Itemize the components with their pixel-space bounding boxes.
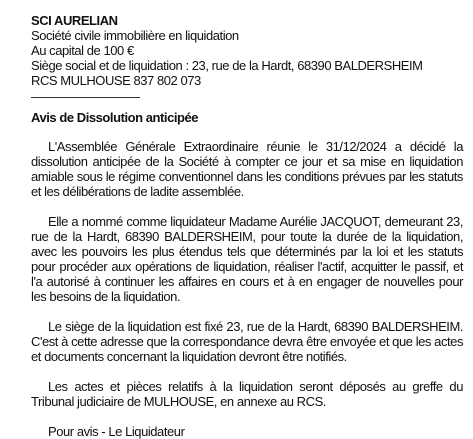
signature: Pour avis - Le Liquidateur bbox=[48, 424, 185, 439]
paragraph-filing: Les actes et pièces relatifs à la liquidation seront déposés au greffe du Tribunal judiciaire de MULHOUSE, en annexe au RCS. bbox=[31, 379, 463, 409]
paragraph-liquidation-seat: Le siège de la liquidation est fixé 23, rue de la Hardt, 68390 BALDERSHEIM. C'est à cette adresse que la correspondance devra être envoyée et que les actes et documents concernant la liquidation devront être notifiés. bbox=[31, 319, 463, 364]
paragraph-dissolution: L'Assemblée Générale Extraordinaire réunie le 31/12/2024 a décidé la dissolution anticipée de la Société à compter ce jour et sa mise en liquidation amiable sous le régime conventionnel dans les conditions prévues par les statuts et les délibérations de ladite assemblée. bbox=[31, 139, 463, 199]
registered-address: Siège social et de liquidation : 23, rue de la Hardt, 68390 BALDERSHEIM bbox=[31, 58, 423, 73]
paragraph-liquidator: Elle a nommé comme liquidateur Madame Aurélie JACQUOT, demeurant 23, rue de la Hardt, 68390 BALDERSHEIM, pour toute la durée de la liquidation, avec les pouvoirs les plus étendus tels que déterminés par la loi et les statuts pour procéder aux opérations de liquidation, réaliser l'actif, acquitter le passif, et l'a autorisé à continuer les affaires en cours et à en engager de nouvelles pour les besoins de la liquidation. bbox=[31, 214, 463, 304]
notice-title: Avis de Dissolution anticipée bbox=[31, 110, 199, 125]
legal-notice bbox=[31, 0, 463, 439]
share-capital: Au capital de 100 € bbox=[31, 43, 134, 58]
rcs-number: RCS MULHOUSE 837 802 073 bbox=[31, 73, 201, 88]
company-name: SCI AURELIAN bbox=[31, 13, 118, 28]
separator-rule bbox=[31, 97, 140, 98]
legal-form: Société civile immobilière en liquidation bbox=[31, 28, 239, 43]
